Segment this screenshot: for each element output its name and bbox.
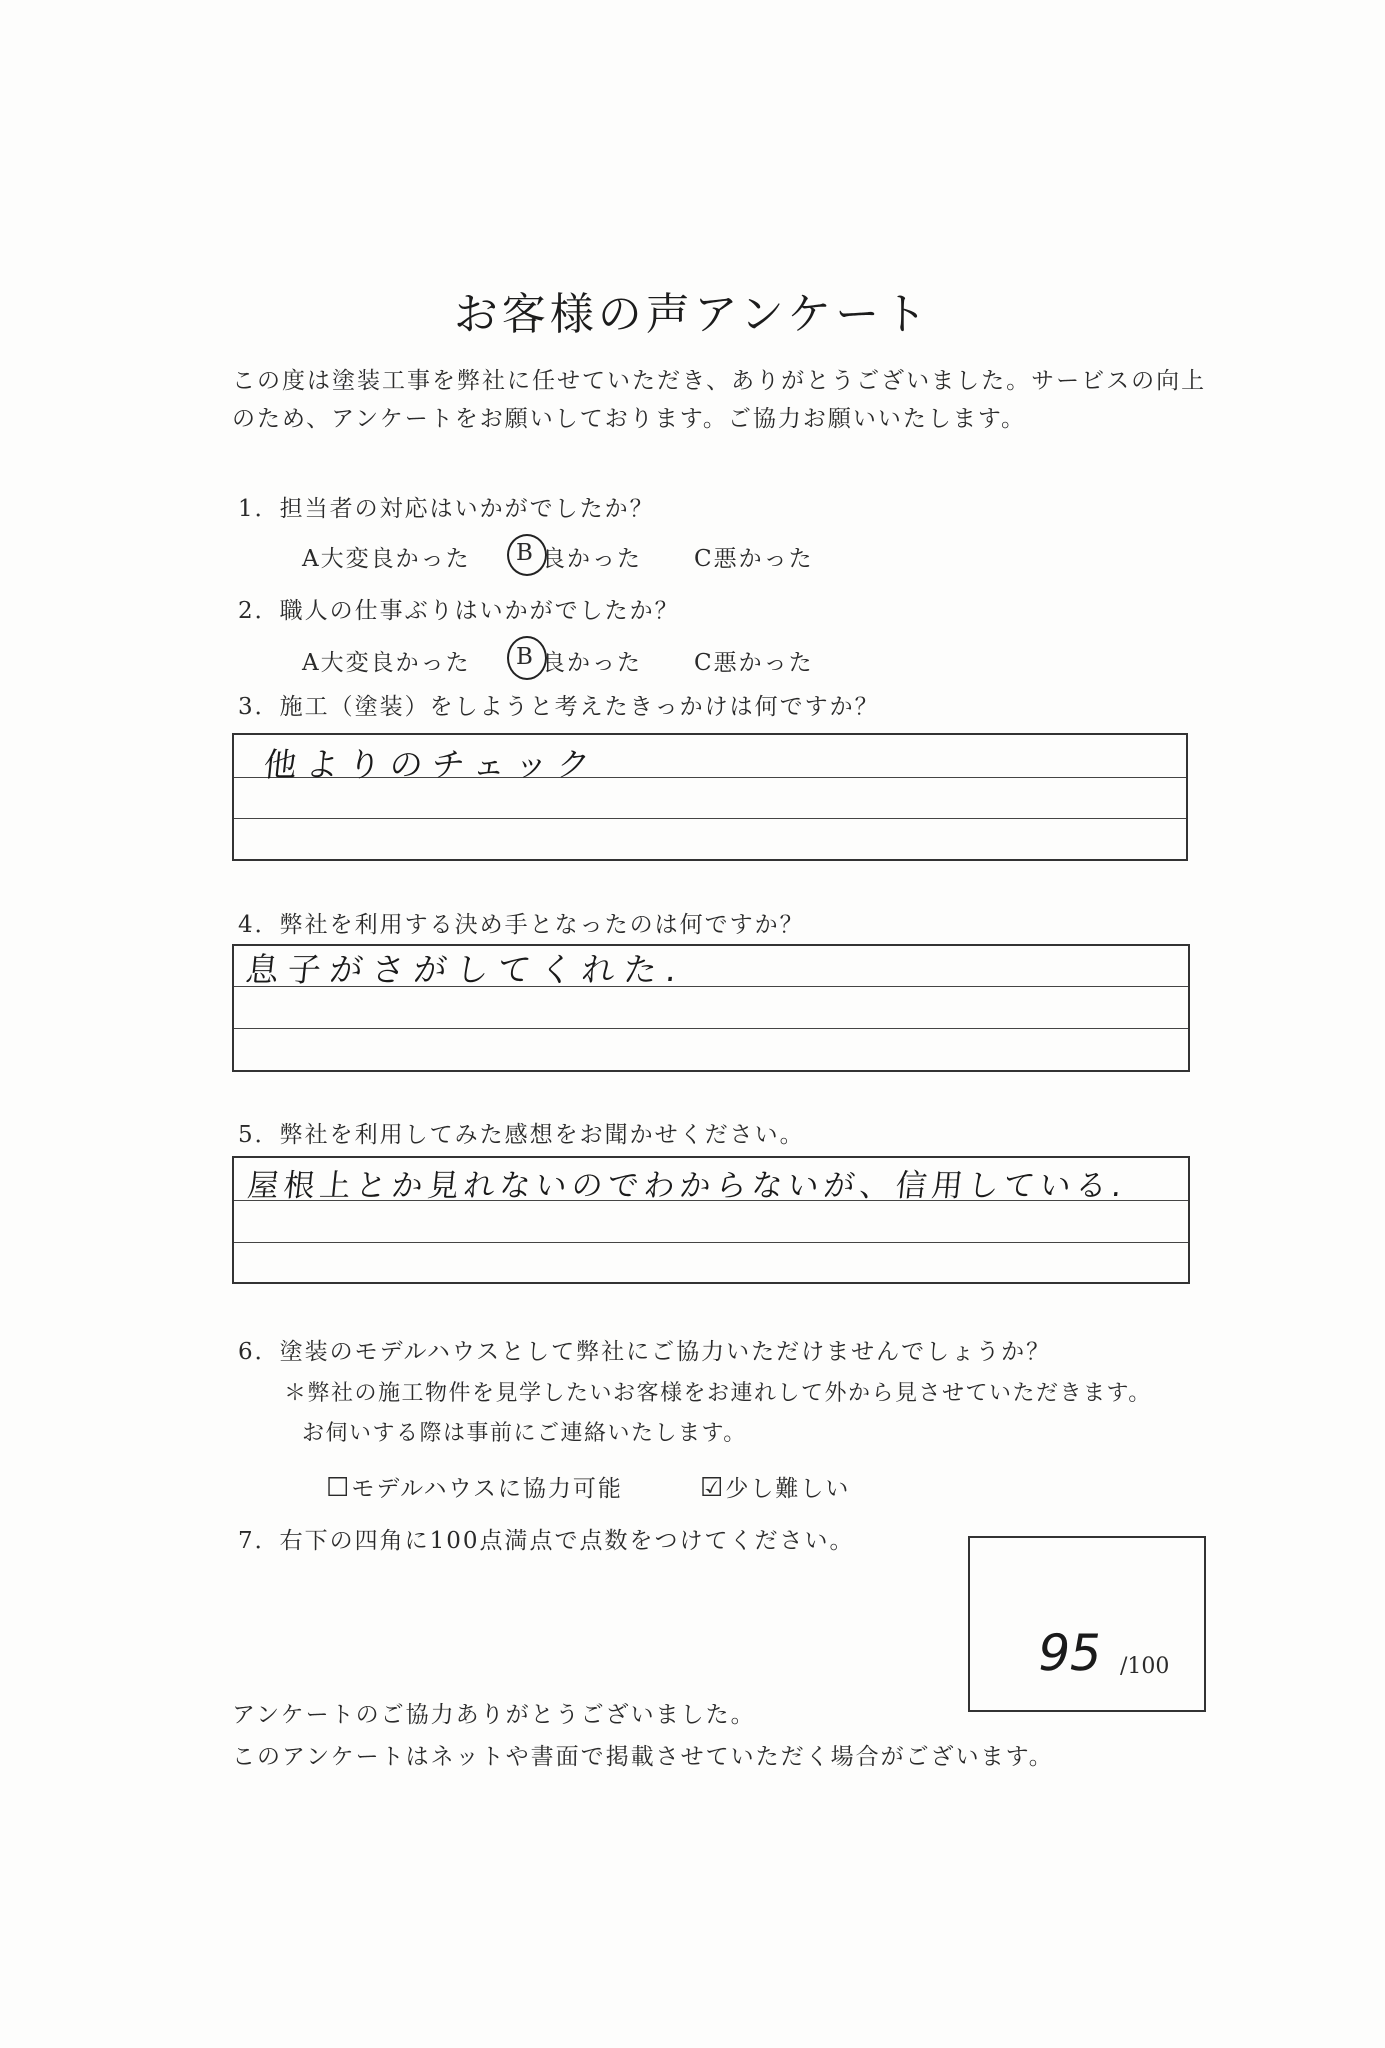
question-4: 4．弊社を利用する決め手となったのは何ですか？: [238, 912, 805, 938]
q1-option-b-letter[interactable]: B: [516, 540, 535, 566]
question-5: 5．弊社を利用してみた感想をお聞かせください。: [238, 1122, 805, 1148]
q3-answer-box[interactable]: [232, 733, 1188, 861]
question-2: 2．職人の仕事ぶりはいかがでしたか？: [238, 598, 680, 624]
checkbox-unchecked-icon[interactable]: ☐: [326, 1473, 352, 1503]
q2-option-b[interactable]: 良かった: [542, 650, 642, 676]
q1-option-a[interactable]: A大変良かった: [302, 546, 471, 572]
score-box[interactable]: [968, 1536, 1206, 1712]
q5-handwritten-answer: 屋根上とか見れないのでわからないが、信用している.: [245, 1168, 1129, 1204]
page-title: お客様の声アンケート: [453, 289, 932, 340]
q6-note-2: お伺いする際は事前にご連絡いたします。: [302, 1421, 747, 1446]
question-3: 3．施工（塗装）をしようと考えたきっかけは何ですか？: [238, 694, 880, 720]
q2-option-c[interactable]: C悪かった: [694, 650, 814, 676]
q4-answer-box[interactable]: [232, 944, 1190, 1072]
q5-answer-box[interactable]: [232, 1156, 1190, 1284]
q6-option-cooperate[interactable]: [326, 1470, 623, 1503]
footer-notice: このアンケートはネットや書面で掲載させていただく場合がございます。: [232, 1744, 1054, 1770]
q1-option-c[interactable]: C悪かった: [694, 546, 814, 572]
footer-thanks: アンケートのご協力ありがとうございました。: [232, 1702, 756, 1728]
question-7: 7．右下の四角に100点満点で点数をつけてください。: [238, 1528, 855, 1554]
intro-line-1: この度は塗装工事を弊社に任せていただき、ありがとうございました。サービスの向上: [232, 368, 1207, 394]
q3-handwritten-answer: 他よりのチェック: [261, 745, 601, 784]
q6-note-1: ＊弊社の施工物件を見学したいお客様をお連れして外から見させていただきます。: [284, 1381, 1152, 1406]
q2-option-b-letter[interactable]: B: [516, 644, 535, 670]
intro-line-2: のため、アンケートをお願いしております。ご協力お願いいたします。: [232, 406, 1027, 432]
q6-option-difficult[interactable]: [700, 1470, 850, 1503]
question-6: 6．塗装のモデルハウスとして弊社にご協力いただけませんでしょうか？: [238, 1339, 1052, 1365]
q1-option-b[interactable]: 良かった: [542, 546, 642, 572]
score-out-of: /100: [1120, 1654, 1170, 1679]
score-handwritten: 95: [1032, 1624, 1107, 1682]
q6-option-difficult-label: 少し難しい: [725, 1476, 851, 1502]
checkbox-checked-icon[interactable]: ☑: [700, 1473, 726, 1503]
q4-handwritten-answer: 息子がさがしてくれた.: [243, 950, 688, 989]
q6-option-cooperate-label: モデルハウスに協力可能: [351, 1476, 623, 1502]
q2-option-a[interactable]: A大変良かった: [302, 650, 471, 676]
question-1: 1．担当者の対応はいかがでしたか？: [238, 496, 655, 522]
